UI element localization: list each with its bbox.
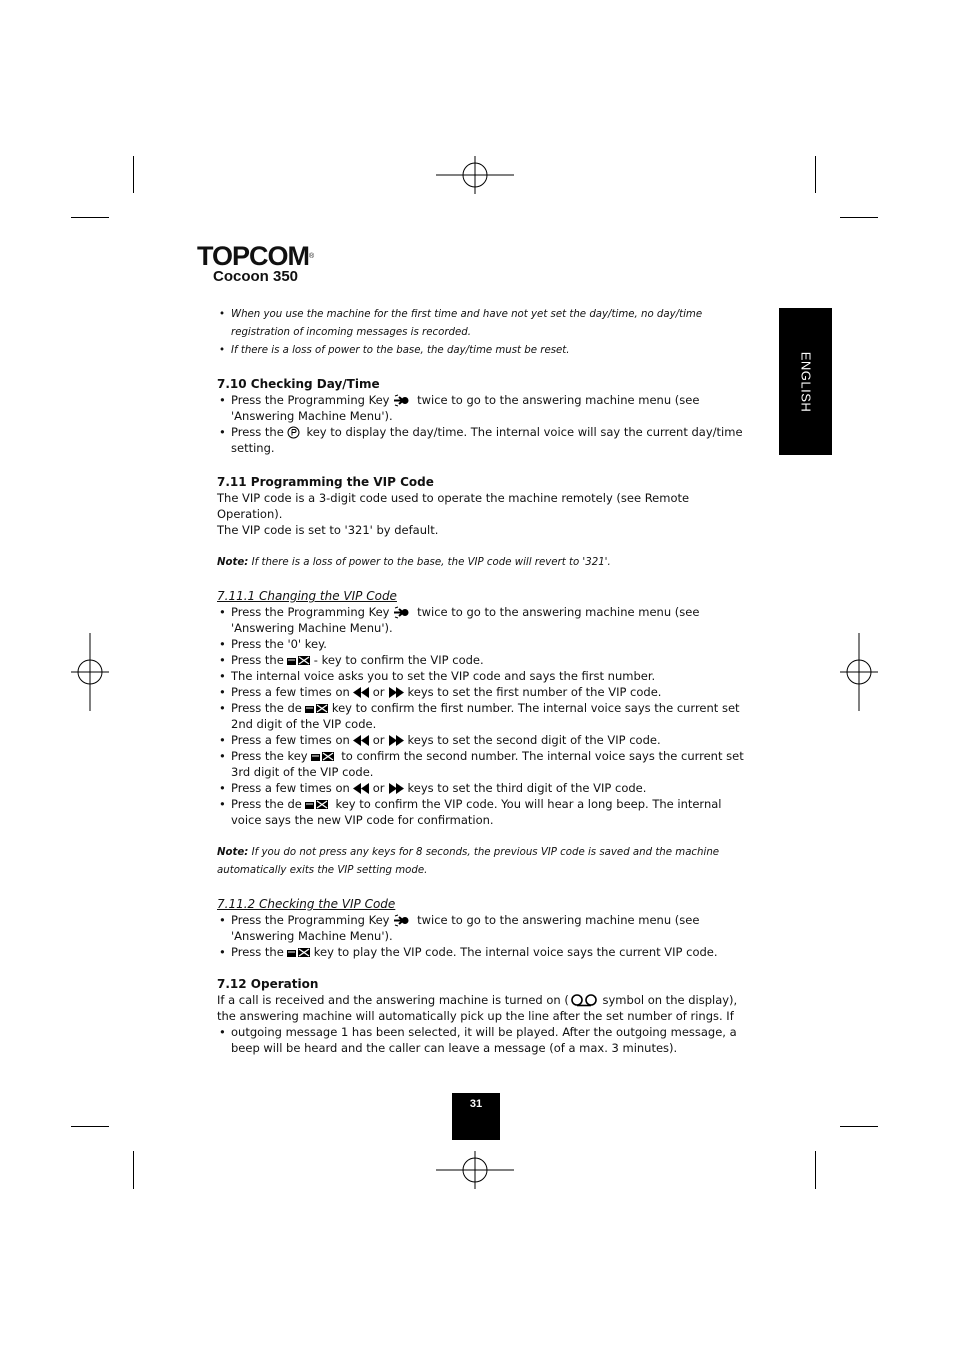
confirm-key-icon [311, 751, 335, 762]
model-name: Cocoon 350 [213, 268, 299, 285]
section-7-11-2-list [217, 912, 752, 960]
brand-name: TOPCOM [197, 241, 310, 271]
confirm-key-icon [287, 947, 311, 958]
list-item: • Press the Programming Key twice to go to the answering machine menu (see 'Answering Machine Menu'). [217, 604, 752, 636]
list-item: • Press the de key to confirm the VIP code. You will hear a long beep. The internal voice says the new VIP code for confirmation. [217, 796, 752, 828]
programming-key-icon [392, 606, 410, 619]
list-item: • If there is a loss of power to the base, the day/time must be reset. [217, 342, 752, 360]
brand-registered-mark: ® [309, 253, 315, 260]
page-number: 31 [469, 1098, 483, 1110]
list-item: • Press a few times on or keys to set the first number of the VIP code. [217, 684, 752, 700]
confirm-key-icon [305, 799, 329, 810]
section-7-11-1-list [217, 604, 752, 828]
section-title-7-11: 7.11 Programming the VIP Code [217, 475, 434, 489]
language-tab-label: ENGLISH [798, 351, 813, 412]
list-item: • When you use the machine for the first time and have not yet set the day/time, no day/time registration of incoming messages is recorded. [217, 306, 752, 342]
note-7-11: Note: If there is a loss of power to the base, the VIP code will revert to '321'. [217, 557, 611, 568]
section-7-10-list [217, 392, 752, 456]
registration-mark-bottom [436, 1151, 514, 1189]
programming-key-icon [392, 914, 410, 927]
rewind-key-icon [353, 783, 370, 794]
registration-mark-left [71, 633, 109, 711]
confirm-key-icon [305, 703, 329, 714]
page-number-box [452, 1093, 500, 1140]
section-7-12-list [217, 1024, 752, 1056]
clock-key-icon [287, 426, 300, 439]
list-item: • The internal voice asks you to set the VIP code and says the first number. [217, 668, 752, 684]
intro-notes [217, 306, 752, 360]
section-7-12-text: If a call is received and the answering machine is turned on ( symbol on the display), the answering machine will automatically pick up the line after the set number of rings. If [217, 993, 738, 1023]
list-item: • Press a few times on or keys to set the third digit of the VIP code. [217, 780, 752, 796]
list-item: • Press the Programming Key twice to go to the answering machine menu (see 'Answering Machine Menu'). [217, 392, 752, 424]
registration-mark-top [436, 156, 514, 194]
section-7-11-text: The VIP code is a 3-digit code used to operate the machine remotely (see Remote Operation). [217, 491, 690, 521]
forward-key-icon [388, 687, 405, 698]
forward-key-icon [388, 735, 405, 746]
forward-key-icon [388, 783, 405, 794]
language-tab [779, 308, 832, 455]
list-item: • Press the de key to confirm the first number. The internal voice says the current set 2nd digit of the VIP code. [217, 700, 752, 732]
section-title-7-11-1: 7.11.1 Changing the VIP Code [217, 589, 397, 603]
rewind-key-icon [353, 735, 370, 746]
manual-content [217, 306, 752, 1056]
brand-logo [197, 243, 314, 270]
list-item: • Press a few times on or keys to set the second digit of the VIP code. [217, 732, 752, 748]
list-item: • Press the '0' key. [217, 636, 752, 652]
section-title-7-11-2: 7.11.2 Checking the VIP Code [217, 897, 396, 911]
rewind-key-icon [353, 687, 370, 698]
section-7-11-text: The VIP code is set to '321' by default. [217, 523, 439, 537]
list-item: • Press the key to play the VIP code. The internal voice says the current VIP code. [217, 944, 752, 960]
list-item: • Press the key to display the day/time. The internal voice will say the current day/time setting. [217, 424, 752, 456]
section-title-7-12: 7.12 Operation [217, 977, 319, 991]
list-item: • outgoing message 1 has been selected, it will be played. After the outgoing message, a beep will be heard and the caller can leave a message (of a max. 3 minutes). [217, 1024, 752, 1056]
confirm-key-icon [287, 655, 311, 666]
tape-symbol-icon [570, 994, 598, 1007]
registration-mark-right [840, 633, 878, 711]
programming-key-icon [392, 394, 410, 407]
note-7-11-1: Note: If you do not press any keys for 8 seconds, the previous VIP code is saved and the machine automatically exits the VIP setting mode. [217, 847, 720, 876]
list-item: • Press the key to confirm the second number. The internal voice says the current set 3rd digit of the VIP code. [217, 748, 752, 780]
list-item: • Press the Programming Key twice to go to the answering machine menu (see 'Answering Machine Menu'). [217, 912, 752, 944]
list-item: • Press the - key to confirm the VIP code. [217, 652, 752, 668]
section-title-7-10: 7.10 Checking Day/Time [217, 377, 380, 391]
